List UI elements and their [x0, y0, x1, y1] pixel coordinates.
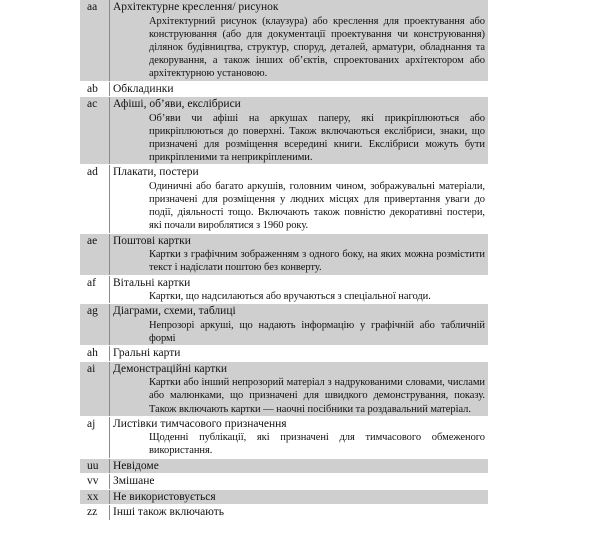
body-cell [110, 346, 488, 361]
code-cell: uu [80, 459, 110, 474]
code-cell: zz [80, 505, 110, 520]
code-cell: af [80, 276, 110, 304]
body-cell [110, 417, 488, 458]
term-title: Афіші, об’яви, екслібриси [113, 98, 241, 111]
code-cell: xx [80, 490, 110, 505]
term-title: Інші також включають [113, 506, 224, 519]
code-cell: ag [80, 304, 110, 345]
table-row [80, 82, 488, 98]
body-cell [110, 505, 488, 520]
term-title: Плакати, постери [113, 166, 199, 179]
term-description: Картки з графічним зображенням з одного боку, на яких можна розмістити текст і надіслати поштою без конверту. [149, 249, 485, 274]
term-description: Об’яви чи афіші на аркушах паперу, які прикрiплюються або прикріплюються до поверхні. Також включаються екслібриси, знаки, що призначені для розміщення всередині книги. Екслібриси можуть бути прикріпленими та неприкріпленими. [149, 112, 485, 164]
term-description: Картки або інший непрозорий матеріал з надрукованими словами, числами або малюнками, що призначені для швидкого демонстрування, показу. Також включають картки — наочні посібники та роздавальний матеріал. [149, 377, 485, 415]
term-title: Демонстраційні картки [113, 362, 228, 375]
body-cell [110, 490, 488, 505]
code-cell: ac [80, 97, 110, 164]
body-cell [110, 165, 488, 232]
table-row [80, 276, 488, 305]
code-cell: ad [80, 165, 110, 232]
code-cell: aj [80, 417, 110, 458]
term-title: Діаграми, схеми, таблиці [113, 305, 236, 318]
code-cell: ab [80, 82, 110, 97]
term-title: Поштові картки [113, 234, 191, 247]
body-cell [110, 97, 488, 164]
table-row [80, 505, 488, 521]
table-row [80, 0, 488, 82]
term-title: Вітальні картки [113, 276, 191, 289]
code-cell: aa [80, 0, 110, 81]
term-description: Одиничні або багато аркушів, головним чином, зображувальні матеріали, призначені для розміщення у людних місцях для привертання уваги до події, діяльності тощо. Включають також повністю декоративні постери, які почали вироблятися з 1960 року. [149, 180, 485, 232]
term-description: Непрозорі аркуші, що надають інформацію у графічній або табличній формі [149, 319, 485, 344]
code-cell: ai [80, 362, 110, 416]
table-row [80, 346, 488, 362]
term-description: Картки, що надсилаються або вручаються з спеціальної нагоди. [149, 291, 431, 303]
table-row [80, 97, 488, 165]
term-title: Не використовується [113, 490, 216, 503]
table-row [80, 459, 488, 475]
code-cell: ah [80, 346, 110, 361]
body-cell [110, 362, 488, 416]
body-cell [110, 304, 488, 345]
table-row [80, 304, 488, 346]
table-row [80, 490, 488, 506]
body-cell [110, 234, 488, 275]
term-title: Листівки тимчасового призначення [113, 417, 287, 430]
term-title: Змішане [113, 475, 155, 488]
table-row [80, 165, 488, 233]
term-title: Невідоме [113, 459, 159, 472]
code-cell: ae [80, 234, 110, 275]
term-description: Щоденні публікації, які призначені для тимчасового обмеженого використання. [149, 432, 485, 457]
term-description: Архітектурний рисунок (клаузура) або креслення для проектування або конструювання (або для документації проектування чи конструювання) ділянок будівництва, структур, споруд, деталей, арматури, обладнання та декорування, а також інших об’єктів, спроектованих архітектором або архітектурною установою. [149, 15, 485, 80]
term-title: Гральні карти [113, 347, 181, 360]
codes-table [80, 0, 488, 521]
table-row [80, 362, 488, 417]
body-cell [110, 82, 488, 97]
term-title: Архітектурне креслення/ рисунок [113, 1, 279, 13]
body-cell [110, 0, 488, 81]
code-cell: vv [80, 474, 110, 489]
table-row [80, 417, 488, 459]
body-cell [110, 276, 488, 304]
term-title: Обкладинки [113, 82, 174, 95]
body-cell [110, 474, 488, 489]
body-cell [110, 459, 488, 474]
table-row [80, 234, 488, 276]
table-row [80, 474, 488, 490]
